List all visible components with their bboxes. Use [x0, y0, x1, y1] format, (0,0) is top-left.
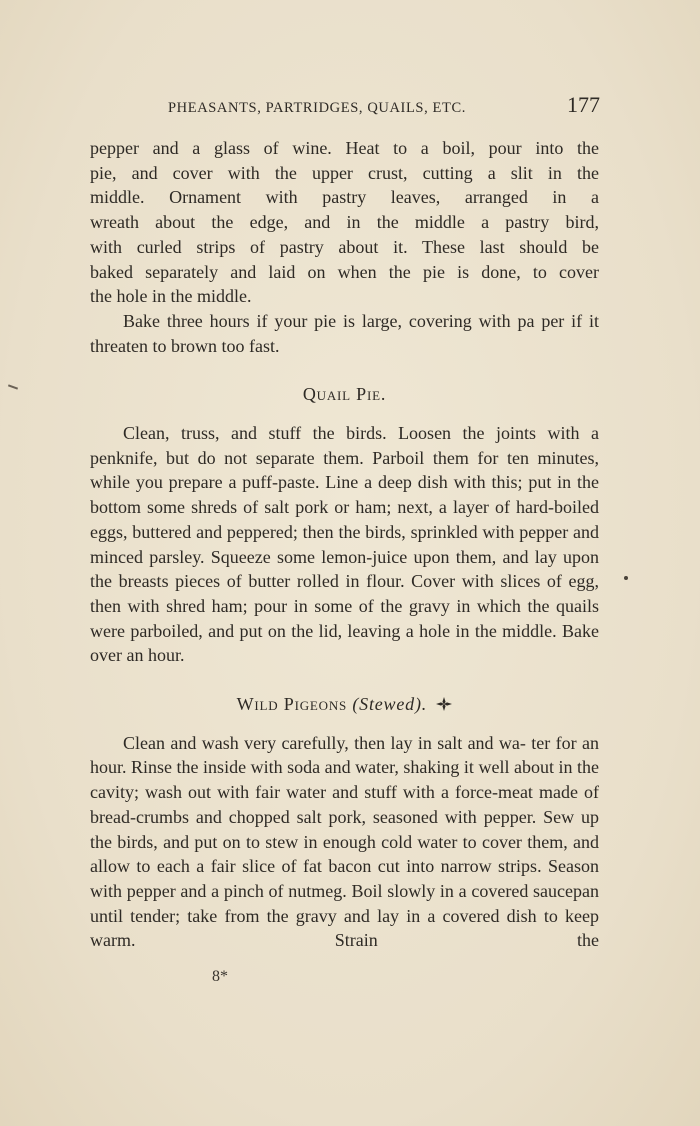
quail-pie-title: Quail Pie.: [302, 384, 387, 405]
quail-pie-heading: [90, 382, 599, 407]
body-text: [90, 136, 599, 953]
stray-mark-left: [8, 384, 18, 389]
text-line: baked separately and laid on when the pie is done, to cover: [90, 261, 599, 282]
text-line: the hole in the middle.: [90, 286, 252, 307]
signature-mark: 8*: [212, 968, 228, 985]
maltese-cross-icon: [436, 697, 452, 711]
stray-dot-right: [624, 576, 628, 580]
text-line: pepper and a glass of wine. Heat to a boil, pour into the: [90, 138, 599, 158]
text-line: pie, and cover with the upper crust, cutting a slit in the: [90, 162, 599, 183]
page-number: 177: [567, 92, 600, 117]
text-line: with curled strips of pastry about it. These last should be: [90, 236, 599, 257]
wild-pigeons-subtitle: (Stewed).: [352, 694, 428, 715]
running-title: PHEASANTS, PARTRIDGES, QUAILS, ETC.: [168, 100, 466, 116]
quail-pie-paragraph: Clean, truss, and stuff the birds. Loosen the joints with a penknife, but do not separate them. Parboil them for ten minutes, while you prepare a puff-paste. Line a deep dish with this; put in the bottom some shreds of salt pork or ham; next, a layer of hard-boiled eggs, buttered and peppered; then the birds, sprinkled with pepper and minced parsley. Squeeze some lemon-juice upon them, and lay upon the breasts pieces of butter rolled in flour. Cover with slices of egg, then with shred ham; pour in some of the gravy in which the quails were parboiled, and put on the lid, leaving a hole in the middle. Bake over an hour.: [90, 423, 599, 666]
running-head: [168, 92, 600, 118]
wild-pigeons-paragraph: Clean and wash very carefully, then lay in salt and wa- ter for an hour. Rinse the inside with soda and water, shaking it well about in the cavity; wash out with fair water and stuff with a force-meat made of bread-crumbs and chopped salt pork, seasoned with pepper. Sew up the birds, and put on to stew in enough cold water to cover them, and allow to each a fair slice of fat bacon cut into narrow strips. Season with pepper and a pinch of nutmeg. Boil slowly in a covered saucepan until tender; take from the gravy and lay in a covered dish to keep warm. Strain the: [90, 732, 599, 951]
text-line: middle. Ornament with pastry leaves, arranged in a: [90, 187, 599, 208]
bake-paragraph: Bake three hours if your pie is large, covering with pa per if it threaten to brown too fast.: [90, 310, 599, 356]
intro-paragraph: [90, 136, 599, 309]
wild-pigeons-heading: [90, 692, 599, 717]
wild-pigeons-title: Wild Pigeons: [236, 694, 348, 715]
text-line: wreath about the edge, and in the middle a pastry bird,: [90, 212, 599, 233]
